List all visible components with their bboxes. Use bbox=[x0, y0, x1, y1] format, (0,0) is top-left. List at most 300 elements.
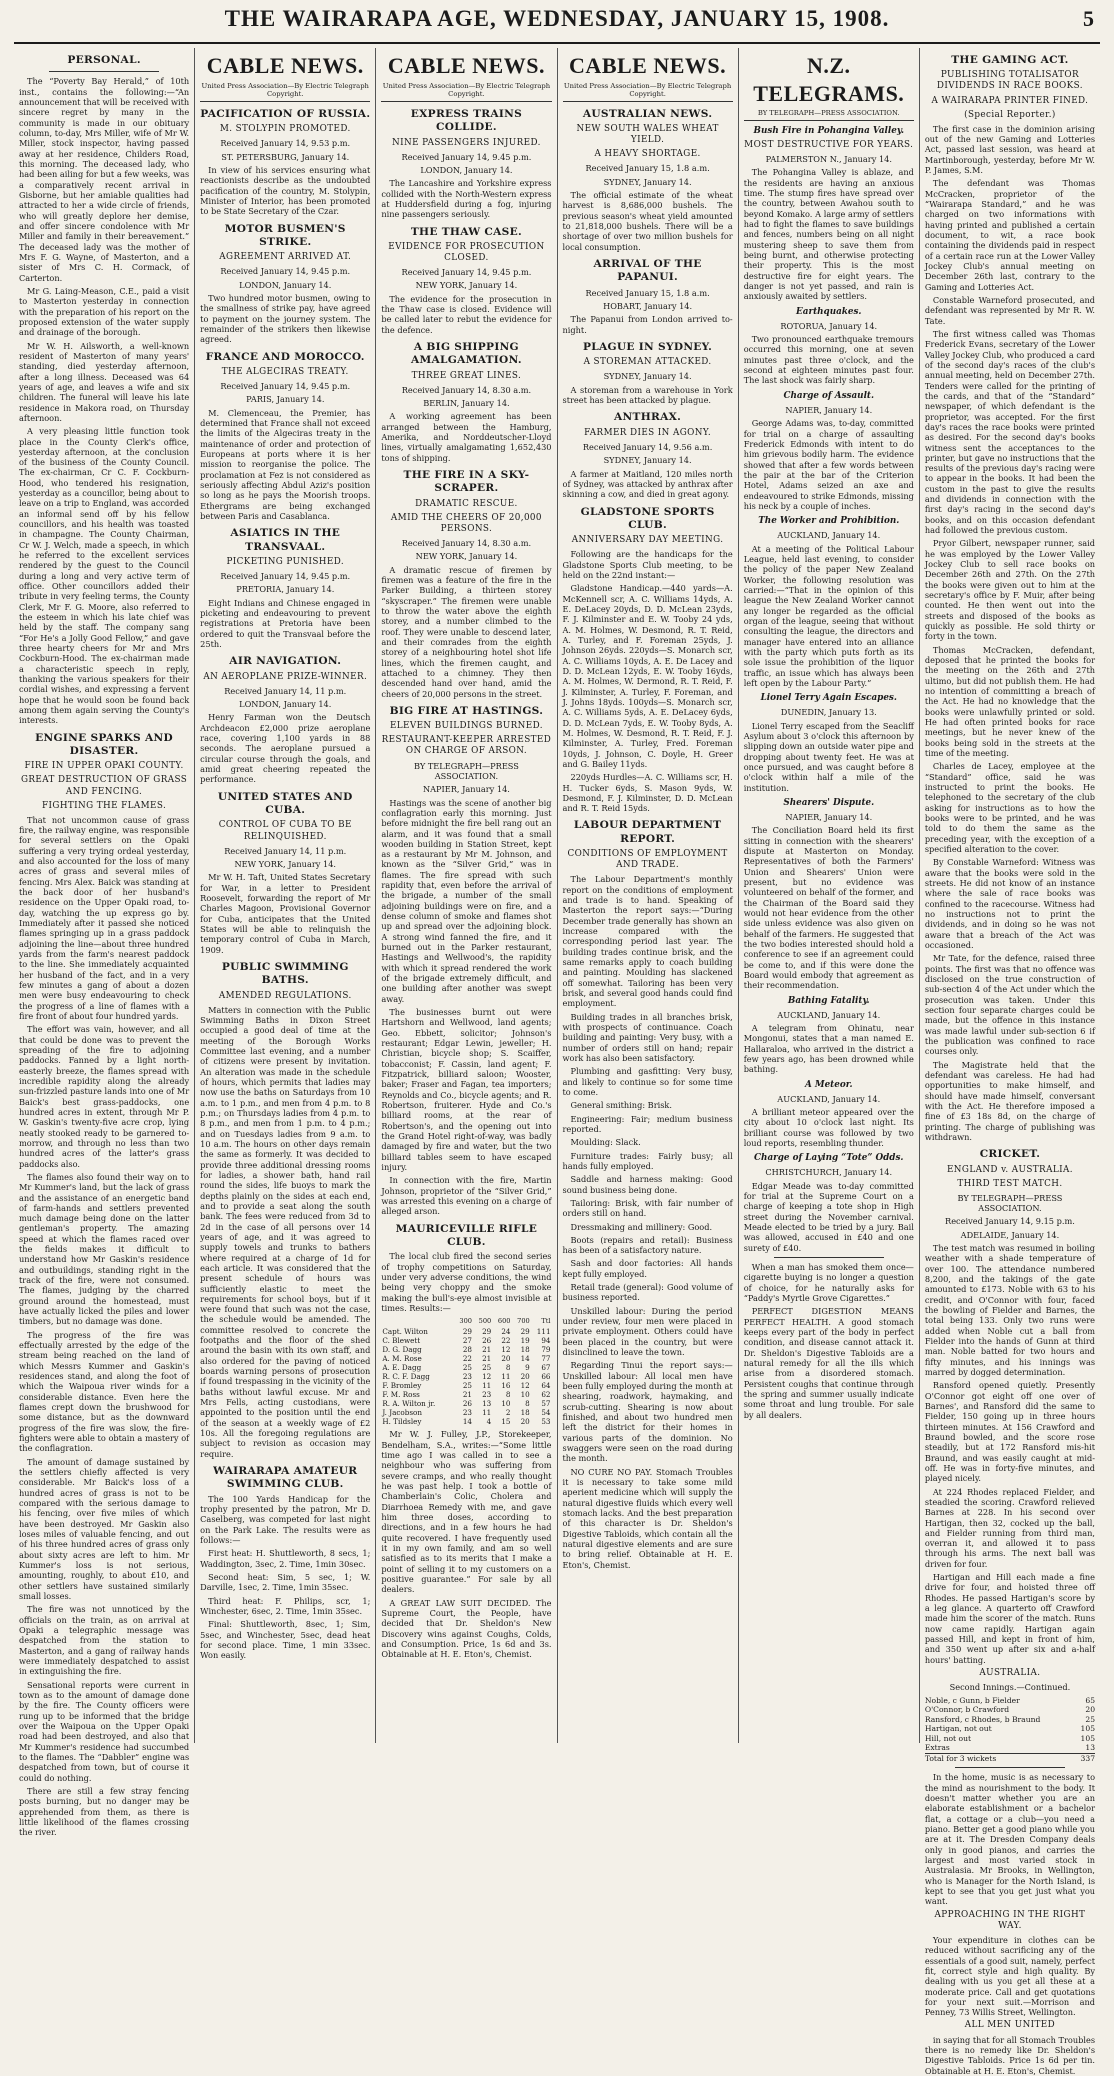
runs-cell: 13 bbox=[1085, 1743, 1096, 1753]
subheading: AGREEMENT ARRIVED AT. bbox=[219, 252, 352, 263]
paragraph: M. Clemenceau, the Premier, has determined that France shall not exceed the limits of the Algeciras treaty in the maintenance of order and protection of Europeans at ports where it is her mission to reorganise the police. The proclamation at Fez is not considered as seriously affecting Abdul Aziz's position so long as he pays the Moorish troops. Ethergrams are being exchanged between Paris and Casablanca. bbox=[200, 407, 371, 521]
received-line: Received January 14, 9.45 p.m. bbox=[401, 151, 532, 162]
score-cell: 67 bbox=[541, 1362, 551, 1372]
article-heading: LABOUR DEPARTMENT REPORT. bbox=[573, 819, 722, 845]
received-line: Received January 14, 11 p.m. bbox=[224, 685, 347, 696]
received-line: Received January 14, 9.45 p.m. bbox=[401, 267, 532, 278]
score-cell: 10 bbox=[501, 1399, 511, 1409]
subheading: RESTAURANT-KEEPER ARRESTED ON CHARGE OF ARSON. bbox=[381, 735, 552, 757]
score-cell: 11 bbox=[482, 1380, 492, 1390]
table-row bbox=[381, 1345, 551, 1354]
article-heading: PACIFICATION OF RUSSIA. bbox=[200, 107, 371, 120]
paragraph: Two hundred motor busmen, owing to the smallness of strike pay, have agreed to payment on the journey system. The remainder of the strikers then likewise agreed. bbox=[200, 292, 371, 345]
received-line: Received January 14, 9.56 a.m. bbox=[582, 441, 713, 452]
received-line: Received January 14, 9.45 p.m. bbox=[220, 381, 351, 392]
score-cell: 8 bbox=[505, 1390, 511, 1400]
article-heading: AUSTRALIAN NEWS. bbox=[582, 107, 713, 120]
scorecard-table bbox=[925, 1696, 1095, 1764]
score-cell: 14 bbox=[520, 1353, 530, 1363]
paragraph: The Labour Department's monthly report on the conditions of employment and trade is to hand. Speaking of Masterton the report says:—“During December trade generally has shown an increase compared with the corresponding period last year. The building trades continue brisk, and the same remarks apply to coach building and painting. Moulding has slackened off somewhat. Tailoring has been very brisk, and several good hands could find employment. bbox=[562, 874, 733, 1009]
result-line: First heat: H. Shuttleworth, 8 secs, 1; Waddington, 3sec, 2. Time, 1min 30sec. bbox=[200, 1548, 371, 1569]
paragraph: A telegram from Ohinatu, near Mongonui, states that a man named E. Hallaraloa, who arrived in the district a few years ago, has been drowned while bathing. bbox=[743, 1022, 914, 1075]
advertisement: NO CURE NO PAY. Stomach Troubles it is necessary to take some mild aperient medicine which will supply the natural digestive fluids which every well stomach lacks. And the best preparation of this character is Dr. Sheldon's Digestive Tabloids, which contain all the natural digestive elements and are sure to bring relief. Obtainable at H. E. Eton's, Chemist. bbox=[562, 1466, 733, 1570]
score-cell: 26 bbox=[462, 1399, 472, 1409]
subheading: NEW SOUTH WALES WHEAT YIELD. bbox=[576, 124, 719, 146]
column-cable-news-3 bbox=[558, 48, 739, 1743]
dateline: NAPIER, January 14. bbox=[422, 784, 510, 795]
subheading: PUBLISHING TOTALISATOR DIVIDENDS IN RACE BOOKS. bbox=[936, 70, 1083, 92]
dateline: SYDNEY, January 14. bbox=[603, 176, 692, 187]
received-line: Received January 14, 9.15 p.m. bbox=[945, 1216, 1075, 1227]
paragraph: Unskilled labour: During the period under review, four men were placed in private employment. Others could have been placed in the country, but were disinclined to leave the town. bbox=[562, 1305, 733, 1358]
score-cell: 57 bbox=[541, 1399, 551, 1409]
article-heading: UNITED STATES AND CUBA. bbox=[217, 790, 353, 817]
competitor-name: F. Bromley bbox=[382, 1380, 422, 1390]
paragraph: Charles de Lacey, employee at the “Standard” office, said he was instructed to print the books. He telephoned to the secretary of the club asking for instructions as to how the books were to be printed, and he was told to do them the same as the preceding year, with the exception of a specified alteration to the cover. bbox=[924, 761, 1096, 854]
score-cell: 18 bbox=[520, 1408, 530, 1418]
article-heading: BIG FIRE AT HASTINGS. bbox=[389, 704, 544, 717]
article-heading: Bush Fire in Pohangina Valley. bbox=[753, 126, 905, 136]
article-heading: ARRIVAL OF THE PAPANUI. bbox=[593, 258, 702, 284]
competitor-name: J. Jacobson bbox=[382, 1408, 423, 1418]
agency-credit: United Press Association—By Electric Telegraph Copyright. bbox=[200, 82, 370, 102]
subheading: GREAT DESTRUCTION OF GRASS AND FENCING. bbox=[20, 775, 188, 797]
paragraph: Thomas McCracken, defendant, deposed that he printed the books for the meeting on the 26th and 27th ultimo, but did not publish them. He had no intention of committing a breach of the Act. He had no knowledge that the books were unlawfully printed or sold. He had often printed books for race meetings, but he never knew of the books being sold in the streets at the time of the meeting. bbox=[924, 644, 1096, 759]
score-cell: 66 bbox=[541, 1371, 551, 1381]
paragraph: A dramatic rescue of firemen by firemen was a feature of the fire in the Parker Building, a thirteen storey “skyscraper.” The firemen were unable to throw the water above the eighth storey, and a number climbed to the roof. They were unable to descend later, and their comrades from the eighth storey of a neighbouring hotel shot life lines, which the firemen caught, and attached to a chimney. They then descended hand over hand, amid the cheers of 20,000 persons in the street. bbox=[381, 564, 552, 699]
score-cell: 8 bbox=[525, 1399, 530, 1409]
subheading: AMENDED REGULATIONS. bbox=[218, 990, 352, 1001]
competitor-name: H. Tildsley bbox=[382, 1417, 422, 1427]
section-heading: N.Z. TELEGRAMS. bbox=[753, 53, 905, 106]
article-heading: FRANCE AND MOROCCO. bbox=[205, 350, 365, 363]
batsman-line: O'Connor, b Crawford bbox=[924, 1705, 1010, 1715]
score-cell: 29 bbox=[482, 1326, 492, 1336]
score-cell: 12 bbox=[501, 1344, 511, 1354]
score-cell: 19 bbox=[520, 1335, 530, 1345]
total-value: 337 bbox=[1076, 1753, 1095, 1763]
subheading: M. STOLYPIN PROMOTED. bbox=[219, 124, 351, 135]
score-cell: 23 bbox=[462, 1371, 472, 1381]
column-cable-news-1 bbox=[195, 48, 376, 1743]
paragraph: The Magistrate held that the defendant was careless. He had had opportunities to make himself, and should have made himself, conversant with the Act. He therefore imposed a fine of £3 18s 8d, on the charge of printing. The charge of publishing was withdrawn. bbox=[924, 1059, 1096, 1142]
paragraph: Mr W. H. Ailsworth, a well-known resident of Masterton of many years' standing, died yesterday afternoon, after a long illness. Deceased was 64 years of age, and leaves a wife and six children. The funeral will leave his late residence in Makora road, on Thursday afternoon. bbox=[19, 340, 190, 423]
subheading: CONTROL OF CUBA TO BE RELINQUISHED. bbox=[218, 820, 352, 842]
score-cell: 29 bbox=[462, 1326, 472, 1336]
score-cell: 25 bbox=[482, 1362, 492, 1372]
rifle-scores-table bbox=[381, 1316, 551, 1426]
personal-heading: PERSONAL. bbox=[67, 54, 141, 66]
score-cell: 15 bbox=[501, 1417, 511, 1427]
subheading: EVIDENCE FOR PROSECUTION CLOSED. bbox=[388, 241, 545, 263]
score-cell: 8 bbox=[505, 1362, 511, 1372]
score-cell: 54 bbox=[541, 1408, 551, 1418]
runs-cell: 105 bbox=[1080, 1733, 1096, 1743]
section-heading: CABLE NEWS. bbox=[206, 53, 364, 78]
paragraph: Saddle and harness making: Good sound business being done. bbox=[562, 1174, 733, 1195]
column-header: 600 bbox=[497, 1317, 511, 1326]
subheading: A STOREMAN ATTACKED. bbox=[583, 357, 712, 368]
paragraph: There are still a few stray fencing posts burning, but no danger may be apprehended from them, as there is little likelihood of the flames crossing the river. bbox=[19, 1785, 190, 1838]
paragraph: Engineering: Fair; medium business reported. bbox=[562, 1113, 733, 1134]
article-heading: Lionel Terry Again Escapes. bbox=[760, 693, 897, 704]
article-heading: Shearers' Dispute. bbox=[783, 797, 875, 808]
table-row bbox=[381, 1363, 551, 1372]
runs-cell: 105 bbox=[1080, 1724, 1096, 1734]
competitor-name: R. C. F. Dagg bbox=[382, 1371, 430, 1381]
competitor-name: C. Blewett bbox=[382, 1335, 421, 1345]
column-header: 500 bbox=[478, 1317, 492, 1326]
paragraph: Sensational reports were current in town as to the amount of damage done by the fire. The County officers were rung up to be informed that the bridge over the Waipoua on the Upper Opaki road had been destroyed, and also that Mr Kummer's residence had succumbed to the flames. The “Dabbler” engine was despatched from town, but of course it could do nothing. bbox=[19, 1679, 190, 1783]
subheading: THIRD TEST MATCH. bbox=[957, 1178, 1063, 1189]
advertisement: In the home, music is as necessary to the mind as nourishment to the body. It doesn't matter whether you are an elaborate establishment or a bachelor flat, a cottage or a club—you need a piano. Better get a good piano while you are at it. The Dresden Company deals only in good pianos, and carries the largest and most varied stock in Australasia. Mr Brooks, in Wellington, who is Manager for the North Island, is kept to see that you get just what you want. bbox=[924, 1772, 1096, 1907]
received-line: Received January 14, 8.30 a.m. bbox=[401, 538, 532, 549]
score-cell: 25 bbox=[462, 1380, 472, 1390]
score-cell: 25 bbox=[462, 1362, 472, 1372]
score-cell: 26 bbox=[482, 1335, 492, 1345]
paragraph: In connection with the fire, Martin Johnson, proprietor of the “Silver Grid,” was arrested this evening on a charge of alleged arson. bbox=[381, 1175, 552, 1217]
article-heading: Charge of Laying “Tote” Odds. bbox=[754, 1153, 904, 1164]
paragraph: The defendant was Thomas McCracken, proprietor of the “Wairarapa Standard,” and he was charged on two informations with having printed and published a certain document, to wit, a race book containing the dividends paid in respect of a certain race run at the Lower Valley Jockey Club's annual meeting on December 26th last, contrary to the Gaming and Lotteries Act. bbox=[924, 178, 1096, 292]
subheading: NINE PASSENGERS INJURED. bbox=[392, 137, 541, 148]
competitor-name: D. G. Dagg bbox=[382, 1344, 422, 1354]
total-label: Total for 3 wickets bbox=[925, 1753, 1076, 1763]
scorecard-total-row bbox=[925, 1753, 1095, 1763]
article-heading: A Meteor. bbox=[804, 1079, 853, 1090]
paragraph: Retail trade (general): Good volume of business reported. bbox=[562, 1282, 733, 1303]
paragraph: Regarding Tinui the report says:—Unskilled labour: All local men have been fully employed during the month at shearing, roadwork, haymaking, and scrub-cutting. Shearing is now about finished, and about two hundred men left the district for their homes in various parts of the dominion. No swaggers were seen on the road during the month. bbox=[562, 1360, 733, 1464]
paragraph: A farmer at Maitland, 120 miles north of Sydney, was attacked by anthrax after skinning a cow, and died in great agony. bbox=[562, 468, 733, 500]
score-cell: 24 bbox=[501, 1326, 511, 1336]
paragraph: The official estimate of the wheat harvest is 8,686,000 bushels. The previous season's wheat yield amounted to 21,818,000 bushels. There will be a shortage of over two million bushels for local consumption. bbox=[562, 190, 733, 252]
masthead bbox=[14, 0, 1100, 44]
column-header: Ttl bbox=[541, 1317, 551, 1326]
result-line: Final: Shuttleworth, 8sec, 1; Sim, 5sec, and Winchester, 5sec, dead heat for second place. Time, 1 min 33sec. Won easily. bbox=[200, 1619, 371, 1661]
article-heading: GLADSTONE SPORTS CLUB. bbox=[580, 505, 715, 531]
score-cell: 22 bbox=[462, 1353, 472, 1363]
score-cell: 14 bbox=[462, 1417, 472, 1427]
score-cell: 23 bbox=[482, 1390, 492, 1400]
subheading: AN AEROPLANE PRIZE-WINNER. bbox=[203, 671, 368, 682]
dateline: NAPIER, January 14. bbox=[785, 811, 873, 822]
rifle-scores-body bbox=[381, 1327, 551, 1427]
received-line: Received January 14, 8.30 a.m. bbox=[401, 384, 532, 395]
score-cell: 21 bbox=[482, 1353, 492, 1363]
article-heading: The Worker and Prohibition. bbox=[758, 516, 900, 527]
dateline: CHRISTCHURCH, January 14. bbox=[765, 1167, 893, 1178]
dateline: LONDON, January 14. bbox=[239, 279, 332, 290]
divider bbox=[49, 71, 159, 72]
paragraph: The amount of damage sustained by the settlers chiefly affected is very considerable. Mr Baick's loss of a hundred acres of grass is not to be compared with the serious damage to his fencing, over five miles of which have been destroyed. Mr Gaskin also loses miles of valuable fencing, and out of his three hundred acres of grass only about sixty acres are left to him. Mr Kummer's loss is not serious, amounting, roughly, to about £10, and other settlers have sustained similarly small losses. bbox=[19, 1456, 190, 1601]
article-heading: ENGINE SPARKS AND DISASTER. bbox=[35, 731, 173, 758]
article-heading: CRICKET. bbox=[979, 1148, 1041, 1161]
runs-cell: 25 bbox=[1085, 1714, 1096, 1724]
table-row bbox=[925, 1734, 1095, 1744]
result-line: Third heat: F. Philips, scr, 1; Winchester, 6sec, 2. Time, 1min 35sec. bbox=[200, 1595, 371, 1617]
paragraph: The Pohangina Valley is ablaze, and the residents are having an anxious time. The stump fires have spread over the country, between Awahou south to beyond Komako. A large army of settlers had to fight the flames to save buildings and fences, numbers being on all night mustering sheep to save them from being burnt, and otherwise protecting their property. This is the most destructive fire for eight years. The danger is not yet passed, and rain is anxiously awaited by settlers. bbox=[743, 167, 914, 302]
score-cell: 111 bbox=[536, 1326, 551, 1336]
advertisement: Your expenditure in clothes can be reduced without sacrificing any of the essentials of a good suit, namely, perfect fit, correct style and high quality. By dealing with us you get all these at a moderate price. Call and get quotations for your next suit.—Morrison and Penney, 73 Willis Street, Wellington. bbox=[924, 1934, 1096, 2018]
table-row bbox=[381, 1399, 551, 1408]
competitor-name: A. M. Rose bbox=[382, 1353, 422, 1363]
agency-credit: BY TELEGRAPH—PRESS ASSOCIATION. bbox=[744, 109, 914, 121]
agency-line: BY TELEGRAPH—PRESS ASSOCIATION. bbox=[957, 1192, 1063, 1213]
batsman-line: Ransford, c Rhodes, b Braund bbox=[924, 1714, 1041, 1724]
paragraph: Tailoring: Brisk, with fair number of orders still on hand. bbox=[562, 1197, 733, 1219]
dateline: PRETORIA, January 14. bbox=[236, 584, 335, 595]
score-cell: 29 bbox=[520, 1326, 530, 1336]
article-heading: AIR NAVIGATION. bbox=[229, 655, 342, 668]
score-cell: 2 bbox=[505, 1408, 511, 1418]
paragraph: The Lancashire and Yorkshire express collided with the North-Western express at Huddersfield during a fog, injuring nine passengers seriously. bbox=[381, 178, 552, 220]
subheading: ENGLAND v. AUSTRALIA. bbox=[946, 1164, 1073, 1175]
subheading: THE ALGECIRAS TREATY. bbox=[221, 366, 349, 377]
paragraph: A storeman from a warehouse in York street has been attacked by plague. bbox=[562, 384, 733, 406]
paragraph: Lionel Terry escaped from the Seacliff Asylum about 3 o'clock this afternoon by slipping down an outside water pipe and dropping about twenty feet. He was at once pursued, and was caught before 8 o'clock within half a mile of the institution. bbox=[743, 720, 914, 793]
subheading: THREE GREAT LINES. bbox=[411, 370, 522, 381]
batsman-line: Extras bbox=[924, 1743, 950, 1753]
paragraph: Constable Warneford prosecuted, and defendant was represented by Mr R. W. Tate. bbox=[924, 294, 1096, 326]
score-cell: 53 bbox=[541, 1417, 551, 1427]
paragraph: The first witness called was Thomas Frederick Evans, secretary of the Lower Valley Jockey Club, who produced a card of the second day's races of the club's annual meeting, held on December 27th. Tenders were called for the printing of the cards, and that of the “Standard” newspaper, of which defendant is the proprietor, was accepted. For the first day's races the race books were printed as desired. For the second day's books witness sent the acceptances to the printer, but gave no instructions that the results of the previous day's racing were to appear in the books. It had been the custom in the past to give the results and dividends in connection with the first day's racing in the second day's books, and on this occasion defendant had followed the previous custom. bbox=[924, 328, 1096, 536]
paragraph: The test match was resumed in boiling weather with a shade temperature of over 100. The attendance numbered 8,200, and the takings of the gate amounted to £173. Noble with 63 to his credit, and O'Connor with four, faced the bowling of Fielder and Barnes, the total being 133. Only two runs were added when Noble cut a ball from Fielder into the hands of Gunn at third man. Noble batted for two hours and fifty minutes, and his innings was marred by dogged determination. bbox=[924, 1242, 1096, 1377]
score-cell: 64 bbox=[541, 1380, 551, 1390]
subheading: ANNIVERSARY DAY MEETING. bbox=[571, 535, 724, 546]
paragraph: At a meeting of the Political Labour League, held last evening, to consider the policy of the paper New Zealand Worker, the following resolution was carried:—“That in the opinion of this league the New Zealand Worker cannot any longer be regarded as the official organ of the league, seeing that without consulting the league, the directors and manager have entered into an alliance with the party which puts forth as its sole issue the prohibition of the liquor traffic, an issue which has always been left open by the Labour Party.” bbox=[743, 543, 914, 688]
article-heading: Bathing Fatality. bbox=[787, 995, 870, 1006]
paragraph: A brilliant meteor appeared over the city about 10 o'clock last night. Its brilliant course was followed by two loud reports, resembling thunder. bbox=[743, 1106, 914, 1148]
dateline: AUCKLAND, January 14. bbox=[777, 1093, 881, 1104]
paragraph: Building trades in all branches brisk, with prospects of continuance. Coach building and painting: Very busy, with a number of orders still on hand; repair work has also been satisfactory. bbox=[562, 1011, 733, 1063]
article-heading: Charge of Assault. bbox=[783, 390, 875, 401]
score-cell: 13 bbox=[482, 1399, 492, 1409]
received-line: Received January 14, 9.45 p.m. bbox=[220, 571, 351, 582]
paragraph: Sash and door factories: All hands kept fully employed. bbox=[562, 1258, 733, 1279]
subheading: A HEAVY SHORTAGE. bbox=[594, 149, 701, 160]
paragraph: Ransford opened quietly. Presently O'Connor got eight off one over of Barnes', and Ransford did the same to Fielder, 150 going up in three hours thirteen minutes. At 156 Crawford and Braund bowled, and the score rose steadily, but at 172 Ransford mis-hit Braund, and was easily caught at mid-off. He was in forty-five minutes, and played nicely. bbox=[924, 1380, 1096, 1484]
paragraph: The businesses burnt out were Hartshorn and Wellwood, land agents; Geo. Ebbett, solicitor; Johnson's restaurant; Edgar Lewin, jeweller; H. Christian, bicycle shop; S. Scaiffer, tobacconist; F. Cassin, land agent; F. Fitzpatrick, billiard saloon; Wooster, baker; Fraser and Fagan, tea importers; Reynolds and Co., bicycle agents; and R. Robertson, fruiterer. Hyde and Co.'s billiard rooms, at the rear of Robertson's, and the opening out into the Grand Hotel right-of-way, was badly damaged by fire and water, but the two billiard tables seem to have escaped injury. bbox=[381, 1007, 552, 1172]
paragraph: Mr Tate, for the defence, raised three points. The first was that no offence was disclosed on the true construction of sub-section 4 of the Act under which the prosecution was taken. Under this section four separate charges could be made, but the offence in this instance was made lawful under sub-section 6 if the publication was confined to race courses only. bbox=[924, 953, 1096, 1057]
paragraph: Mr G. Laing-Meason, C.E., paid a visit to Masterton yesterday in connection with the preparation of his report on the proposed extension of the water supply and drainage of the borough. bbox=[19, 285, 190, 338]
paragraph: The first case in the dominion arising out of the new Gaming and Lotteries Act, passed last session, was heard at Martinborough, yesterday, before Mr W. P. James, S.M. bbox=[924, 123, 1096, 175]
subheading: DRAMATIC RESCUE. bbox=[415, 498, 518, 509]
dateline: PARIS, January 14. bbox=[246, 394, 325, 405]
article-heading: PLAGUE IN SYDNEY. bbox=[583, 341, 713, 354]
dateline: AUCKLAND, January 14. bbox=[777, 530, 881, 541]
page-number: 5 bbox=[1083, 6, 1094, 31]
table-row bbox=[925, 1724, 1095, 1734]
paragraph: General smithing: Brisk. bbox=[570, 1100, 672, 1111]
section-heading: CABLE NEWS. bbox=[387, 53, 545, 78]
article-heading: THE FIRE IN A SKY-SCRAPER. bbox=[403, 469, 530, 495]
paragraph: Following are the handicaps for the Gladstone Sports Club meeting, to be held on the 22nd instant:— bbox=[562, 549, 733, 580]
received-line: Received January 14, 9.53 p.m. bbox=[220, 138, 351, 149]
paragraph: The fire was not unnoticed by the officials on the train, as on arrival at Opaki a telegraphic message was despatched from the station to Masterton, and a gang of railway hands were immediately despatched to assist in extinguishing the fire. bbox=[19, 1604, 190, 1677]
scorecard-body bbox=[925, 1696, 1095, 1754]
paragraph: Moulding: Slack. bbox=[570, 1137, 641, 1148]
table-row bbox=[925, 1743, 1095, 1753]
dateline: ROTORUA, January 14. bbox=[780, 320, 878, 331]
table-row bbox=[381, 1336, 551, 1345]
subheading: AUSTRALIA. bbox=[979, 1668, 1041, 1679]
subheading: FIRE IN UPPER OPAKI COUNTY. bbox=[24, 761, 184, 772]
article-heading: EXPRESS TRAINS COLLIDE. bbox=[410, 107, 523, 134]
table-header-row bbox=[381, 1316, 551, 1326]
received-line: Received January 15, 1.8 a.m. bbox=[585, 287, 710, 298]
advertisement: Mr W. J. Fulley, J.P., Storekeeper, Bendelham, S.A., writes:—“Some little time ago I was called in to see a neighbour who was suffering from severe cramps, and who really thought he was past help. I took a bottle of Chamberlain's Colic, Cholera and Diarrhoea Remedy with me, and gave him three doses, according to directions, and in a few hours he had quite recovered. I have frequently used it in my own family, and am so well satisfied as to its merits that I make a point of selling it to my customers on a positive guarantee.” For sale by all dealers. bbox=[381, 1429, 552, 1595]
score-cell: 18 bbox=[520, 1344, 530, 1354]
column-header: 300 bbox=[459, 1317, 472, 1326]
paragraph: By Constable Warneford: Witness was aware that the books were sold in the streets. He did not know of an instance where the sale of race books was confined to the racecourse. Witness had no instructions not to print the dividends, and in doing so he was not aware that a breach of the Act was occasioned. bbox=[924, 857, 1096, 950]
dateline: BERLIN, January 14. bbox=[423, 398, 510, 409]
paragraph: That not uncommon cause of grass fire, the railway engine, was responsible for several settlers on the Opaki suffering a very trying ordeal yesterday, and also accounted for the loss of many acres of grass and several miles of fencing. Mrs Alex. Baick was standing at the back door of her husband's residence on the Upper Opaki road, to-day, watching the up express go by. Immediately after it passed she noticed flames springing up in a grass paddock adjoining the line—about three hundred yards from the farm's nearest paddock to the line. She immediately acquainted her husband of the fact, and in a very few minutes a gang of about a dozen men were busy endeavouring to check the progress of a line of flames with a fire front of about four hundred yards. bbox=[19, 814, 190, 1021]
dateline: AUCKLAND, January 14. bbox=[777, 1009, 881, 1020]
paragraph: Furniture trades: Fairly busy; all hands fully employed. bbox=[562, 1150, 733, 1171]
paragraph: Hartigan and Hill each made a fine drive for four, and hoisted three off Rhodes. He passed Hartigan's score by a leg glance. A quarterto off Crawford made him the scorer of the match. Runs now came rapidly. Hartigan again passed Hill, and kept in front of him, and 350 went up after six and a-half hours' batting. bbox=[924, 1572, 1096, 1665]
subheading: ALL MEN UNITED bbox=[964, 2020, 1056, 2031]
score-cell: 94 bbox=[541, 1335, 551, 1345]
paragraph: The “Poverty Bay Herald,” of 10th inst., contains the following:—“An announcement that will be received with sincere regret by many in the community is made in our obituary column, to-day, Mrs Miller, wife of Mr W. Miller, stock inspector, having passed away at her residence, Childers Road, this morning. The deceased lady, who had been ailing for but a few weeks, was a comparatively recent arrival in Gisborne, but her amiable qualities had attracted to her a wide circle of friends, who will greatly deplore her demise, and offer sincere condolence with Mr Miller and family in their bereavement.” The deceased lady was the mother of Mrs F. G. Wayne, of Masterton, and a sister of Mrs C. H. Cormack, of Carterton. bbox=[19, 76, 190, 283]
batsman-line: Noble, c Gunn, b Fielder bbox=[924, 1695, 1020, 1705]
dateline: NEW YORK, January 14. bbox=[415, 551, 518, 562]
dateline: ADELAIDE, January 14. bbox=[960, 1229, 1060, 1240]
paragraph: Boots (repairs and retail): Business has been of a satisfactory nature. bbox=[562, 1234, 733, 1256]
dateline: PALMERSTON N., January 14. bbox=[765, 154, 892, 165]
competitor-name: F. M. Ross bbox=[382, 1390, 420, 1400]
score-cell: 79 bbox=[541, 1344, 551, 1354]
divider bbox=[774, 1257, 884, 1258]
score-cell: 21 bbox=[462, 1390, 472, 1400]
advertisement: A GREAT LAW SUIT DECIDED. The Supreme Court, the People, have decided that Dr. Sheldon's New Discovery wins against Coughs, Colds, and Consumption. Price, 1s 6d and 3s. Obtainable at H. E. Eton's, Chemist. bbox=[381, 1597, 552, 1660]
divider bbox=[955, 1767, 1065, 1768]
dateline: SYDNEY, January 14. bbox=[603, 455, 692, 466]
table-row bbox=[381, 1390, 551, 1399]
paragraph: The Conciliation Board held its first sitting in connection with the shearers' dispute at Masterton on Monday. Representatives of both the Farmers' Union and Shearers' Union were present, but no evidence was volunteered on behalf of the former, and the Chairman of the Board said they would not hear evidence from the other side unless evidence was also given on behalf of the farmers. He suggested that the two bodies interested should hold a conference to see if an agreement could be come to, and if this were done the Board would embody that agreement as their recommendation. bbox=[743, 825, 914, 991]
table-row bbox=[381, 1417, 551, 1426]
dateline: NEW YORK, January 14. bbox=[234, 858, 337, 869]
subheading: MOST DESTRUCTIVE FOR YEARS. bbox=[744, 140, 914, 151]
score-cell: 16 bbox=[501, 1380, 511, 1390]
paragraph: Gladstone Handicap.—440 yards—A. McKennell scr, A. C. Williams 14yds, A. E. DeLacey 20yds, D. D. McLean 23yds, F. J. Kilminster and E. W. Tooby 24 yds, A. M. Holmes, W. Desmond, R. T. Reid, A. Turley, and F. Foreman 25yds, J. Johnson 26yds. 220yds—S. Monarch scr, A. C. Williams 10yds, A. E. De Lacey and D. D. McLean 12yds, E. W. Tooby 16yds, A. M. Holmes, W. Dermond, R. T. Reid, F. J. Kilminster, A. Turley, F. Foreman, and J. Johns 18yds. 100yds—S. Monarch scr, A. C. Williams 5yds, A. E. DeLacey 6yds, D. D. McLean 7yds, E. W. Tooby 8yds, A. M. Holmes, W. Desmond, R. T. Reid, F. J. Kilminster, A. Turley, Fred. Foreman 10yds, J. Johnson, C. Doyle, H. Greer and G. Bailey 11yds. bbox=[562, 583, 733, 769]
paragraph: 220yds Hurdles—A. C. Williams scr, H. H. Tucker 6yds, S. Mason 9yds, W. Desmond, F. J. Kilminster, D. D. McLean and R. T. Reid 15yds. bbox=[562, 772, 733, 814]
paragraph: Eight Indians and Chinese engaged in picketing and endeavouring to prevent registrations at Pretoria have been ordered to quit the Transvaal before the 25th. bbox=[200, 597, 371, 650]
article-heading: ASIATICS IN THE TRANSVAAL. bbox=[230, 527, 341, 553]
table-row bbox=[381, 1372, 551, 1381]
score-cell: 20 bbox=[520, 1371, 530, 1381]
runs-cell: 65 bbox=[1085, 1695, 1096, 1705]
paragraph: Henry Farman won the Deutsch Archdeacon £2,000 prize aeroplane race, covering 1,100 yards in 88 seconds. The aeroplane pursued a circular course through the goals, and amid great cheering repeated the performance. bbox=[200, 712, 371, 785]
agency-line: BY TELEGRAPH—PRESS ASSOCIATION. bbox=[413, 760, 519, 781]
dateline: LONDON, January 14. bbox=[239, 699, 332, 710]
subheading: FARMER DIES IN AGONY. bbox=[584, 427, 712, 438]
score-cell: 77 bbox=[541, 1353, 551, 1363]
paragraph: At 224 Rhodes replaced Fielder, and steadied the scoring. Crawford relieved Barnes at 228. In his second over Hartigan, then 32, cocked up the ball, and Fielder running from third man, overran it, and allowed it to pass through his arms. The next ball was driven for four. bbox=[924, 1486, 1096, 1569]
paragraph: A very pleasing little function took place in the County Clerk's office, yesterday afternoon, at the conclusion of the business of the County Council. The ex-chairman, Cr C. F. Cockburn-Hood, who tendered his resignation, yesterday as a councillor, being about to leave on a trip to England, was accorded an informal send off by his fellow councillors, and his health was toasted in champagne. The County Chairman, Cr W. J. Welch, made a speech, in which he referred to the excellent services rendered by the guest to the Council during a long and very active term of office. Other councillors added their tribute in very feeling terms, the County Clerk, Mr F. G. Moore, also referred to the esteem in which his late chief was held by the staff. The company sang “For He's a Jolly Good Fellow,” and gave three hearty cheers for Mr and Mrs Cockburn-Hood. The ex-chairman made a characteristic speech in reply, thanking the various speakers for their cordial wishes, and expressing a fervent hope that he would soon be found back among them again serving the County's interests. bbox=[19, 426, 190, 726]
paragraph: The evidence for the prosecution in the Thaw case is closed. Evidence will be called later to rebut the evidence for the defence. bbox=[381, 293, 552, 335]
innings-label: Second Innings.—Continued. bbox=[949, 1682, 1071, 1693]
article-heading: A BIG SHIPPING AMALGAMATION. bbox=[410, 341, 522, 367]
table-row bbox=[925, 1715, 1095, 1725]
table-row bbox=[381, 1408, 551, 1417]
article-heading: PUBLIC SWIMMING BATHS. bbox=[221, 960, 349, 987]
dateline: NEW YORK, January 14. bbox=[415, 280, 518, 291]
batsman-line: Hartigan, not out bbox=[924, 1724, 992, 1734]
paragraph: Edgar Meade was to-day committed for trial at the Supreme Court on a charge of keeping a tote shop in High street during the November carnival. Meade elected to be tried by a jury. Bail was allowed, accused in £40 and one surety of £40. bbox=[743, 1180, 914, 1253]
competitor-name: A. E. Dagg bbox=[382, 1362, 422, 1372]
dateline: NAPIER, January 14. bbox=[785, 404, 873, 415]
batsman-line: Hill, not out bbox=[924, 1733, 972, 1743]
score-cell: 28 bbox=[462, 1344, 472, 1354]
paragraph: Hastings was the scene of another big conflagration early this morning. Just before midnight the fire bell rang out an alarm, and it was found that a small wooden building in Station Street, kept as a restaurant by Mr M. Johnson, and known as the “Silver Grid,” was in flames. The fire spread with such rapidity that, even before the arrival of the brigade, a number of the small adjoining buildings were on fire, and a dense column of smoke and flames shot up and spread over the adjoining block. A strong wind fanned the fire, and it burned out in the Parker restaurant, Hastings and Wellwood's, the rapidity with which it spread rendered the work of the brigade extremely difficult, and one building after another was swept away. bbox=[381, 797, 552, 1004]
article-heading: Earthquakes. bbox=[796, 306, 862, 317]
agency-credit: United Press Association—By Electric Telegraph Copyright. bbox=[381, 82, 551, 102]
paragraph: Pryor Gilbert, newspaper runner, said he was employed by the Lower Valley Jockey Club to sell race books on December 26th and 27th. On the 27th the books were given out to him at the secretary's office by F. Muir, after being counted. He then went out into the streets and disposed of the books as quickly as possible. He sold thirty or forty in the town. bbox=[924, 538, 1096, 642]
subheading: ELEVEN BUILDINGS BURNED. bbox=[389, 721, 543, 732]
score-cell: 23 bbox=[462, 1408, 472, 1418]
article-heading: MAURICEVILLE RIFLE CLUB. bbox=[395, 1222, 538, 1248]
paragraph: Two pronounced earthquake tremours occurred this morning, one at seven minutes past three o'clock, and the second at eighteen minutes past four. The last shock was fairly sharp. bbox=[743, 334, 914, 386]
dateline: LONDON, January 14. bbox=[420, 164, 513, 175]
article-heading: THE THAW CASE. bbox=[410, 225, 522, 238]
dateline: SYDNEY, January 14. bbox=[603, 371, 692, 382]
score-cell: 10 bbox=[520, 1390, 530, 1400]
table-row bbox=[925, 1696, 1095, 1706]
paragraph: Mr W. H. Taft, United States Secretary for War, in a letter to President Roosevelt, forwarding the report of Mr Charles Magoon, Provisional Governor for Cuba, anticipates that the United States will be able to relinquish the temporary control of Cuba in March, 1909. bbox=[200, 872, 371, 955]
result-line: Second heat: Sim, 5 sec, 1; W. Darville, 1sec, 2. Time, 1min 35sec. bbox=[200, 1572, 371, 1593]
paragraph: The progress of the fire was effectually arrested by the edge of the stream being reached on the land of which Messrs Kummer and Gaskin's residences stand, and along the foot of which the Waipoua river winds for a considerable distance. Even here the flames crept down the brushwood for some distance, but as the downward progress of the fire was slow, the fire-fighters were able to obtain a mastery of the conflagration. bbox=[19, 1329, 190, 1454]
competitor-name: R. A. Wilton jr. bbox=[382, 1399, 436, 1409]
article-heading: MOTOR BUSMEN'S STRIKE. bbox=[224, 222, 346, 248]
score-cell: 12 bbox=[520, 1380, 530, 1390]
masthead-title: THE WAIRARAPA AGE, WEDNESDAY, JANUARY 15, 1908. bbox=[224, 6, 890, 31]
column-header: 700 bbox=[517, 1317, 530, 1326]
score-cell: 27 bbox=[462, 1335, 472, 1345]
subheading: CONDITIONS OF EMPLOYMENT AND TRADE. bbox=[567, 849, 728, 871]
subheading: FIGHTING THE FLAMES. bbox=[42, 800, 167, 811]
article-heading: WAIRARAPA AMATEUR SWIMMING CLUB. bbox=[213, 1465, 358, 1491]
received-line: Received January 14, 9.45 p.m. bbox=[220, 266, 351, 277]
score-cell: 9 bbox=[525, 1362, 530, 1372]
subheading: APPROACHING IN THE RIGHT WAY. bbox=[934, 1909, 1086, 1931]
paragraph: In view of his services ensuring what reactionists describe as the undoubted pacification of the country, M. Stolypin, Minister of Interior, has been promoted to be State Secretary of the Czar. bbox=[200, 164, 371, 217]
paragraph: The Papanui from London arrived to-night. bbox=[562, 314, 733, 335]
paragraph: Plumbing and gasfitting: Very busy, and likely to continue so for some time to come. bbox=[562, 1066, 733, 1097]
subheading: A WAIRARAPA PRINTER FINED. bbox=[931, 95, 1089, 106]
score-cell: 4 bbox=[486, 1417, 492, 1427]
paragraph: A working agreement has been arranged between the Hamburg, Amerika, and Norddeutscher-Lloyd lines, virtually amalgamating 1,652,430 tons of shipping. bbox=[381, 411, 552, 463]
paragraph: George Adams was, to-day, committed for trial on a charge of assaulting Frederick Edmonds with intent to do him grievous bodily harm. The evidence showed that after a few words between the pair at the bar of the Criterion Hotel, Adams seized an axe and endeavoured to strike Edmonds, missing his neck by a couple of inches. bbox=[743, 418, 914, 511]
column-gaming-act-cricket bbox=[920, 48, 1100, 2076]
table-row bbox=[381, 1381, 551, 1390]
paragraph: The effort was vain, however, and all that could be done was to prevent the spreading of the fire to adjoining paddocks. Fanned by a light north-easterly breeze, the flames spread with incredible rapidity along the already sun-frizzled pasture lands into one of Mr Baick's best grass-paddocks, one hundred acres in extent, through Mr P. W. Gaskin's twenty-five acre crop, lying neatly stooked ready to be garnered to-morrow, and through no less than two hundred acres of the latter's grass paddocks also. bbox=[19, 1024, 190, 1169]
column-personal bbox=[14, 48, 195, 1838]
received-line: Received January 15, 1.8 a.m. bbox=[585, 163, 710, 174]
subheading: (Special Reporter.) bbox=[964, 109, 1056, 120]
column-nz-telegrams bbox=[739, 48, 920, 1743]
advertisement: in saying that for all Stomach Troubles there is no remedy like Dr. Sheldon's Digestive Tabloids. Price 1s 6d per tin. Obtainable at H. E. Eton's, Chemist. bbox=[924, 2034, 1096, 2076]
paragraph: Matters in connection with the Public Swimming Baths in Dixon Street occupied a good deal of time at the meeting of the Borough Works Committee last evening, and a number of citizens were present by invitation. An alteration was made in the schedule of hours, which permits that ladies may now use the baths on Saturdays from 10 a.m. to 1 p.m., and men from 4 p.m. to 8 p.m.; on Thursdays ladies from 4 p.m. to 8 p.m., and men from 1 p.m. to 4 p.m.; and on Tuesdays ladies from 9 a.m. to 10 a.m. The hours on other days remain the same as formerly. It was decided to provide three additional dressing rooms for ladies, a shower bath, hand rail round the sides, life buoys to mark the depths plainly on the sides at each end, and to provide a seat along the south bank. The fees were reduced from 3d to 2d in the case of all persons over 14 years of age, and it was agreed to supply towels and trunks to bathers where required at a charge of 1d for each article. It was considered that the present schedule of hours was sufficiently elastic to meet the requirements for school boys, but if it were found that such was not the case, the schedule would be amended. The committee resolved to concrete the footpaths and the floor of the shed around the basin with its own staff, and also ordered for the paving of noticed boards warning persons of prosecution if found trespassing in the vicinity of the baths without lawful excuse. Mr and Mrs Fells, acting custodians, were appointed to the position until the end of the season at a weekly wage of £2 10s. All the foregoing regulations are subject to revision as occasion may require. bbox=[200, 1004, 371, 1459]
dateline: ST. PETERSBURG, January 14. bbox=[221, 151, 350, 162]
advertisement: PERFECT DIGESTION MEANS PERFECT HEALTH. A good stomach keeps every part of the body in perfect condition, and disease cannot attack it. Dr. Sheldon's Digestive Tabloids are a natural remedy for all the ills which arise from a disordered stomach. Persistent coughs that continue through the spring and summer usually indicate some throat and lung trouble. For sale by all dealers. bbox=[743, 1306, 914, 1420]
paragraph: Dressmaking and millinery: Good. bbox=[570, 1221, 713, 1232]
score-cell: 20 bbox=[520, 1417, 530, 1427]
paragraph: The 100 Yards Handicap for the trophy presented by the patron, Mr D. Caselberg, was competed for last night on the Park Lake. The results were as follows:— bbox=[200, 1493, 371, 1546]
received-line: Received January 14, 11 p.m. bbox=[224, 845, 347, 856]
column-cable-news-2 bbox=[376, 48, 557, 1743]
advertisement: When a man has smoked them once—cigarette buying is no longer a question of choice, for he naturally asks for “Paddy's Myrtle Grove Cigarettes.” bbox=[743, 1261, 914, 1303]
table-row bbox=[381, 1327, 551, 1336]
competitor-name: Capt. Wilton bbox=[382, 1326, 428, 1336]
